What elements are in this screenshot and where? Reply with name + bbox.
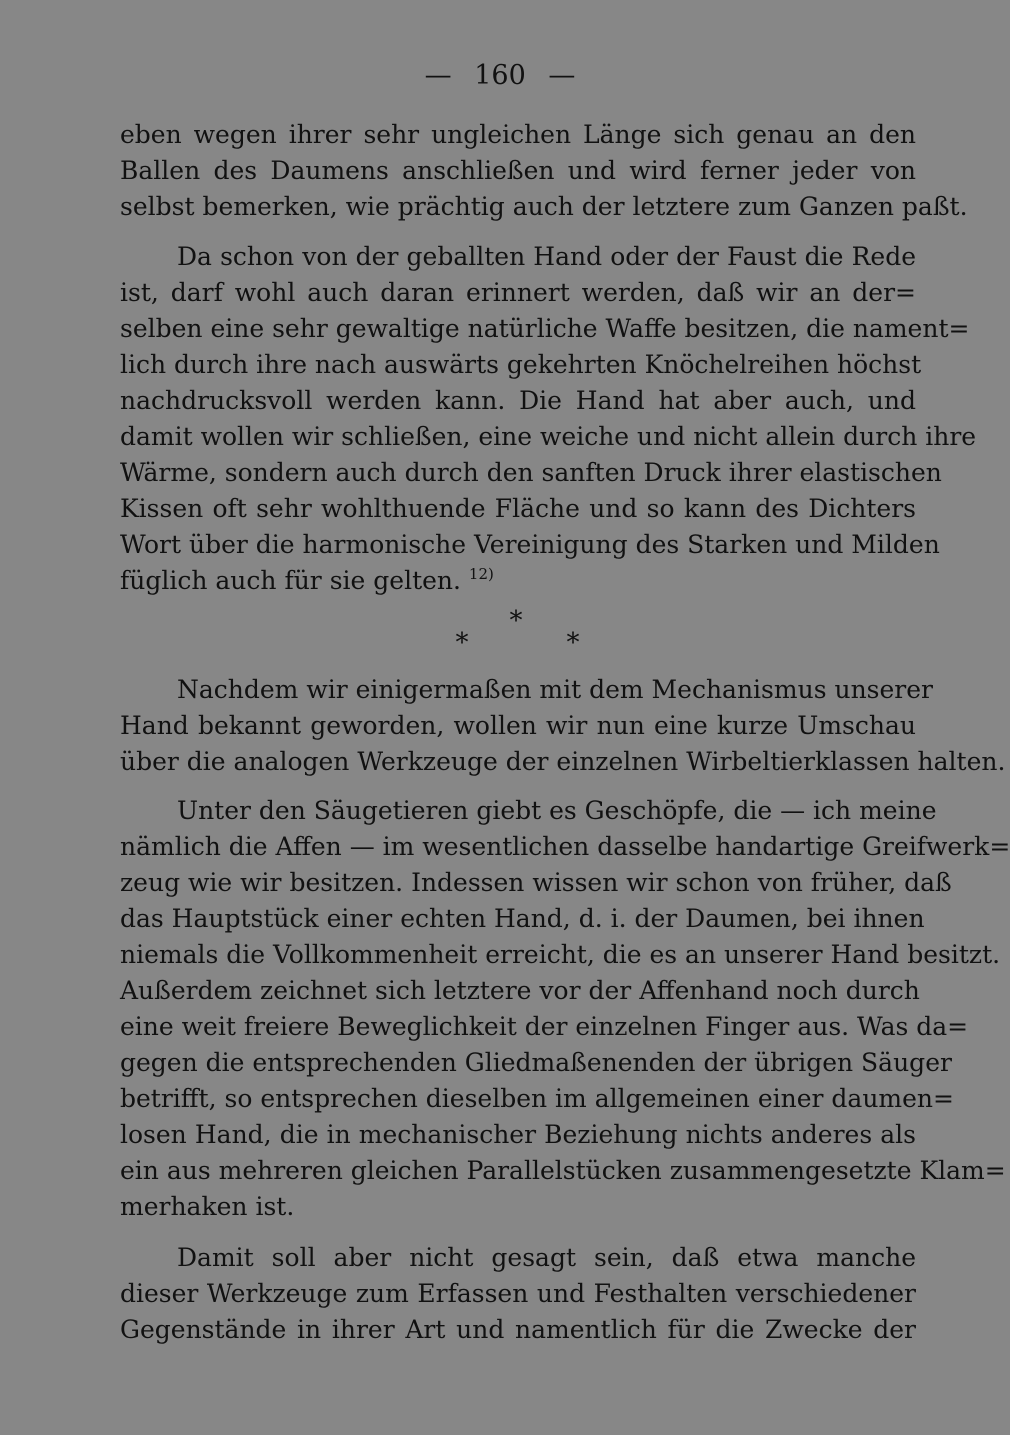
text-line: über die analogen Werkzeuge der einzelnen Wirbeltierklassen halten. — [120, 747, 1006, 776]
text-line: Wort über die harmonische Vereinigung des Starken und Milden — [120, 530, 940, 559]
text-line: ist, darf wohl auch daran erinnert werden, daß wir an der= — [120, 278, 916, 307]
text-line: gegen die entsprechenden Gliedmaßenenden der übrigen Säuger — [120, 1048, 952, 1077]
text-line: nämlich die Affen — im wesentlichen dasselbe handartige Greifwerk= — [120, 832, 1010, 861]
text-line: Kissen oft sehr wohlthuende Fläche und so kann des Dichters — [120, 494, 916, 523]
text-line: Unter den Säugetieren giebt es Geschöpfe, die — ich meine — [177, 796, 937, 825]
asterisk: * — [509, 606, 523, 636]
text-line — [120, 564, 916, 598]
text-line: ein aus mehreren gleichen Parallelstücken zusammengesetzte Klam= — [120, 1156, 1006, 1185]
asterisk: * — [566, 628, 580, 658]
text-line: damit wollen wir schließen, eine weiche und nicht allein durch ihre — [120, 422, 977, 451]
text-line: niemals die Vollkommenheit erreicht, die es an unserer Hand besitzt. — [120, 940, 1001, 969]
text-line: eine weit freiere Beweglichkeit der einzelnen Finger aus. Was da= — [120, 1012, 969, 1041]
text-line: Nachdem wir einigermaßen mit dem Mechanismus unserer — [177, 675, 933, 704]
text-segment: füglich auch für sie gelten. — [120, 566, 461, 595]
footnote-reference: 12) — [468, 565, 494, 583]
text-line: dieser Werkzeuge zum Erfassen und Festhalten verschiedener — [120, 1279, 916, 1308]
text-line: das Hauptstück einer echten Hand, d. i. der Daumen, bei ihnen — [120, 904, 925, 933]
asterisk: * — [455, 628, 469, 658]
text-line: selben eine sehr gewaltige natürliche Waffe besitzen, die nament= — [120, 314, 970, 343]
text-line: Ballen des Daumens anschließen und wird ferner jeder von — [120, 156, 916, 185]
page-number: — 160 — — [424, 60, 576, 91]
text-line: losen Hand, die in mechanischer Beziehung nichts anderes als — [120, 1120, 916, 1149]
text-line: eben wegen ihrer sehr ungleichen Länge sich genau an den — [120, 120, 916, 149]
text-line: selbst bemerken, wie prächtig auch der letztere zum Ganzen paßt. — [120, 192, 968, 221]
text-line: Da schon von der geballten Hand oder der Faust die Rede — [177, 242, 916, 271]
page-header — [0, 58, 1000, 94]
text-line: Gegenstände in ihrer Art und namentlich für die Zwecke der — [120, 1315, 916, 1344]
text-line: nachdrucksvoll werden kann. Die Hand hat aber auch, und — [120, 386, 916, 415]
text-line: merhaken ist. — [120, 1192, 295, 1221]
text-line: Damit soll aber nicht gesagt sein, daß etwa manche — [177, 1243, 916, 1272]
text-line: zeug wie wir besitzen. Indessen wissen wir schon von früher, daß — [120, 868, 952, 897]
text-line: betrifft, so entsprechen dieselben im allgemeinen einer daumen= — [120, 1084, 954, 1113]
text-line: Außerdem zeichnet sich letztere vor der Affenhand noch durch — [120, 976, 920, 1005]
text-line: Hand bekannt geworden, wollen wir nun eine kurze Umschau — [120, 711, 916, 740]
text-line: lich durch ihre nach auswärts gekehrten Knöchelreihen höchst — [120, 350, 922, 379]
text-line: Wärme, sondern auch durch den sanften Druck ihrer elastischen — [120, 458, 942, 487]
